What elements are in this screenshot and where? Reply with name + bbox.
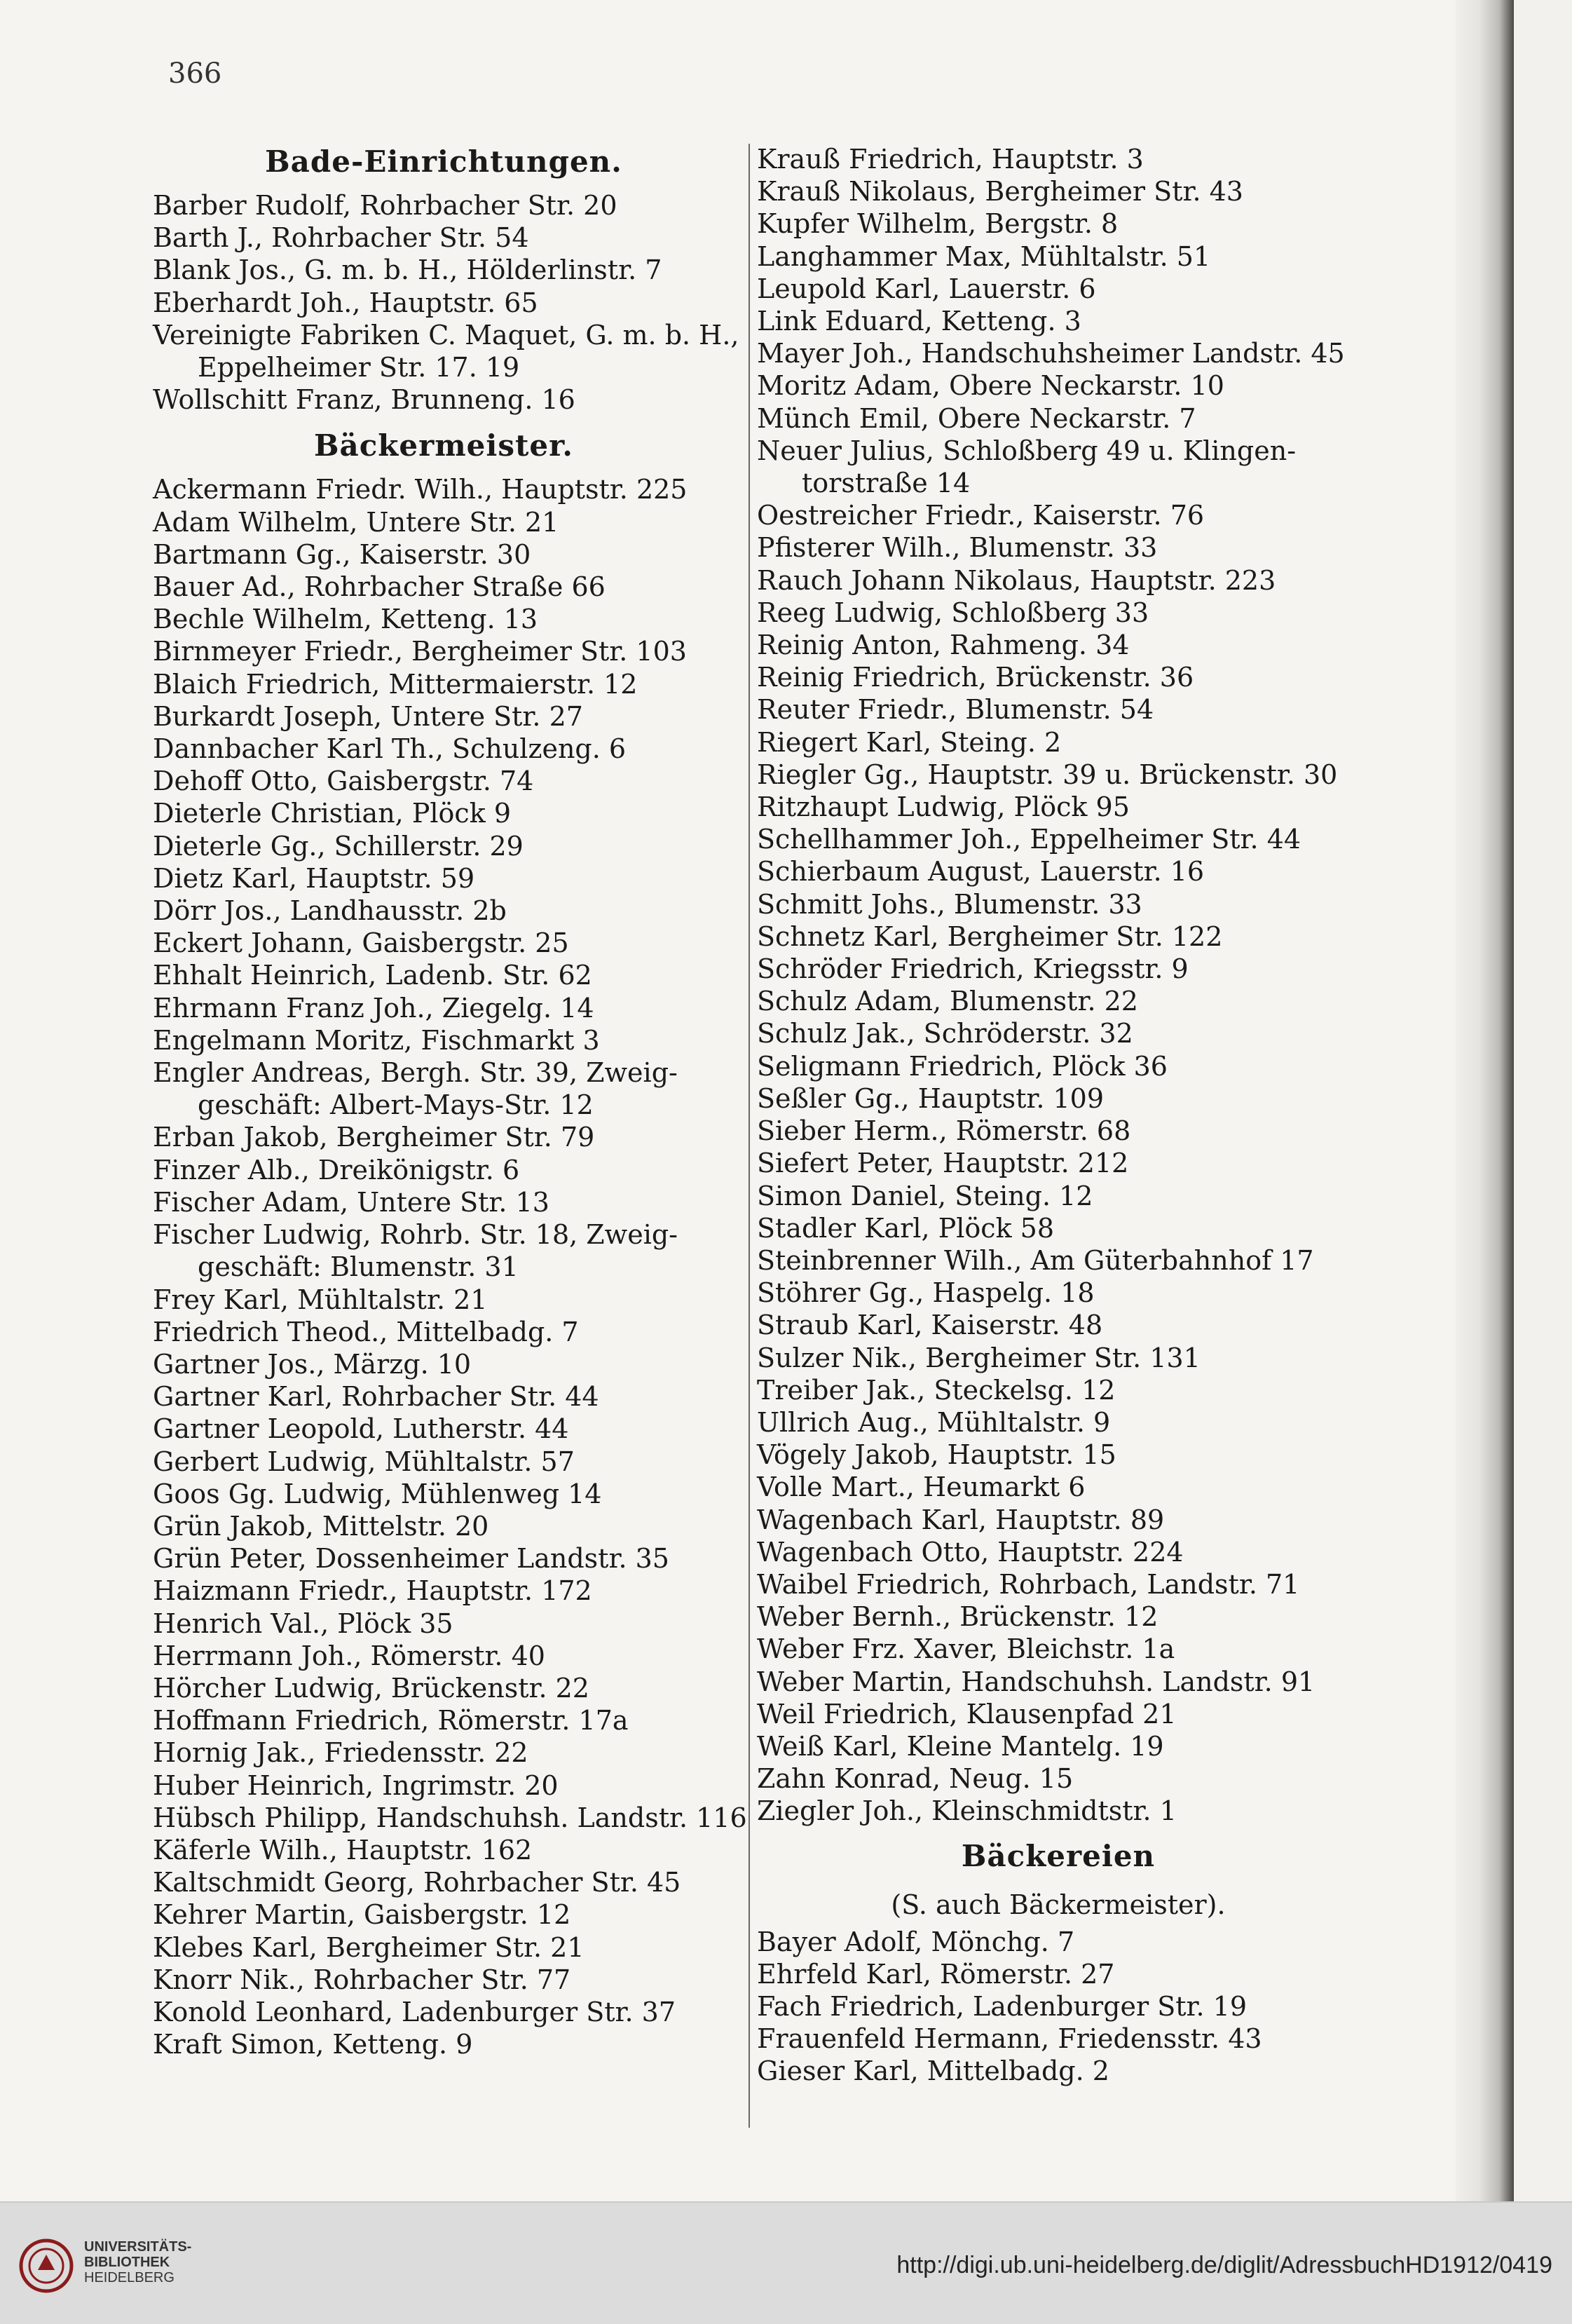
- directory-entry: [757, 823, 1360, 855]
- directory-entry: [757, 208, 1360, 240]
- directory-entry: [153, 1542, 734, 1575]
- directory-entry: [757, 1730, 1360, 1762]
- directory-entry: [153, 1802, 747, 1834]
- directory-entry: [757, 1017, 1360, 1049]
- entry-text: Reinig Anton, Rahmeng. 34: [757, 630, 1130, 661]
- entry-text: Sieber Herm., Römerstr. 68: [757, 1115, 1131, 1147]
- entry-text: Knorr Nik., Rohrbacher Str. 77: [153, 1964, 571, 1995]
- directory-entry: [153, 189, 734, 222]
- directory-entry: [757, 1406, 1360, 1439]
- entry-text: Hornig Jak., Friedensstr. 22: [153, 1737, 528, 1769]
- directory-entry: [153, 571, 734, 603]
- directory-entry: [153, 1284, 734, 1316]
- directory-entry: [757, 888, 1360, 920]
- entry-text: Gerbert Ludwig, Mühltalstr. 57: [153, 1446, 575, 1477]
- entry-text: Blaich Friedrich, Mittermaierstr. 12: [153, 668, 638, 700]
- directory-entry: [153, 830, 734, 862]
- entry-text: Hübsch Philipp, Handschuhsh. Landstr. 116: [153, 1802, 747, 1833]
- entry-text: Hoffmann Friedrich, Römerstr. 17a: [153, 1705, 629, 1737]
- entry-text: Gieser Karl, Mittelbadg. 2: [757, 2055, 1109, 2087]
- directory-entry: [757, 1244, 1360, 1277]
- entry-text: Dörr Jos., Landhausstr. 2b: [153, 895, 507, 927]
- directory-entry: [153, 992, 734, 1024]
- directory-entry: [153, 1316, 734, 1348]
- entry-text: Seligmann Friedrich, Plöck 36: [757, 1050, 1168, 1082]
- entry-text: Barth J., Rohrbacher Str. 54: [153, 222, 529, 254]
- entry-text: Treiber Jak., Steckelsg. 12: [757, 1374, 1116, 1406]
- directory-entry: [757, 337, 1360, 369]
- directory-entry: [153, 1154, 734, 1186]
- directory-entry: [757, 402, 1360, 435]
- directory-entry: [757, 531, 1360, 564]
- directory-entry: [153, 1121, 734, 1153]
- directory-entry: [757, 759, 1360, 791]
- directory-entry: [153, 1024, 734, 1056]
- directory-entry: [153, 927, 734, 959]
- entry-text: Ritzhaupt Ludwig, Plöck 95: [757, 791, 1130, 823]
- directory-entry: [757, 661, 1360, 693]
- directory-entry: [153, 383, 734, 416]
- directory-entry: [153, 895, 734, 927]
- entry-text: Schierbaum August, Lauerstr. 16: [757, 856, 1205, 888]
- entry-text: Hörcher Ludwig, Brückenstr. 22: [153, 1672, 589, 1704]
- entry-text: Fischer Adam, Untere Str. 13: [153, 1186, 549, 1218]
- directory-entry: [757, 1990, 1360, 2023]
- entry-text: Sulzer Nik., Bergheimer Str. 131: [757, 1342, 1201, 1373]
- right-column: [757, 133, 1360, 2088]
- directory-entry: [153, 1348, 734, 1380]
- directory-entry: [153, 1964, 734, 1996]
- entry-text: Erban Jakob, Bergheimer Str. 79: [153, 1122, 595, 1153]
- directory-entry: [153, 319, 739, 383]
- entry-text: Birnmeyer Friedr., Bergheimer Str. 103: [153, 636, 687, 667]
- directory-entry: [757, 1504, 1360, 1536]
- entry-text: Engelmann Moritz, Fischmarkt 3: [153, 1024, 600, 1056]
- entry-text: Bayer Adolf, Mönchg. 7: [757, 1926, 1075, 1957]
- entry-text: Wollschitt Franz, Brunneng. 16: [153, 384, 575, 416]
- logo-line: BIBLIOTHEK: [84, 2255, 170, 2270]
- entry-text: Vögely Jakob, Hauptstr. 15: [757, 1439, 1116, 1471]
- directory-entry: [153, 254, 734, 286]
- entry-text: Weber Frz. Xaver, Bleichstr. 1a: [757, 1633, 1175, 1665]
- directory-entry: [153, 1834, 734, 1866]
- directory-entry: [153, 1640, 734, 1672]
- directory-entry: [757, 1212, 1360, 1244]
- section-heading: Bäckermeister.: [313, 428, 573, 463]
- directory-entry: [757, 240, 1360, 273]
- entry-text: Blank Jos., G. m. b. H., Hölderlinstr. 7: [153, 254, 662, 286]
- entry-text: Ehrmann Franz Joh., Ziegelg. 14: [153, 992, 594, 1024]
- directory-entry: [153, 797, 734, 829]
- entry-text: Dietz Karl, Hauptstr. 59: [153, 862, 475, 894]
- entry-text: Huber Heinrich, Ingrimstr. 20: [153, 1769, 559, 1801]
- entry-text: Schnetz Karl, Bergheimer Str. 122: [757, 920, 1223, 952]
- entry-list: [153, 473, 747, 2060]
- entry-text: Steinbrenner Wilh., Am Güterbahnhof 17: [757, 1244, 1314, 1276]
- directory-entry: [153, 287, 734, 319]
- entry-text: Herrmann Joh., Römerstr. 40: [153, 1640, 545, 1671]
- entry-text: Ullrich Aug., Mühltalstr. 9: [757, 1406, 1111, 1438]
- entry-text: Kaltschmidt Georg, Rohrbacher Str. 45: [153, 1867, 681, 1898]
- entry-text: Weiß Karl, Kleine Mantelg. 19: [757, 1730, 1164, 1762]
- directory-entry: [757, 1666, 1360, 1698]
- entry-text: Gartner Karl, Rohrbacher Str. 44: [153, 1381, 599, 1413]
- directory-entry: [757, 1536, 1360, 1568]
- section-bade-einrichtungen: [153, 139, 739, 416]
- directory-entry: [757, 1795, 1360, 1827]
- entry-text: Simon Daniel, Steing. 12: [757, 1180, 1093, 1211]
- entry-text: Moritz Adam, Obere Neckarstr. 10: [757, 370, 1224, 402]
- entry-text: Krauß Friedrich, Hauptstr. 3: [757, 144, 1144, 175]
- section-baeckermeister: [153, 423, 747, 2060]
- entry-text: Zahn Konrad, Neug. 15: [757, 1763, 1074, 1795]
- entry-text: Weber Bernh., Brückenstr. 12: [757, 1601, 1159, 1633]
- entry-text: Ziegler Joh., Kleinschmidtstr. 1: [757, 1795, 1177, 1827]
- directory-entry: [153, 668, 734, 700]
- entry-continuation: Eppelheimer Str. 17. 19: [198, 352, 520, 383]
- directory-entry: [757, 1698, 1360, 1730]
- directory-entry: [757, 435, 1360, 499]
- directory-entry: [153, 473, 734, 505]
- directory-entry: [757, 273, 1360, 305]
- directory-entry: [153, 1186, 734, 1218]
- directory-entry: [153, 1704, 734, 1737]
- directory-entry: [757, 2055, 1360, 2087]
- entry-text: Friedrich Theod., Mittelbadg. 7: [153, 1316, 579, 1347]
- directory-entry: [757, 1601, 1360, 1633]
- entry-text: Dieterle Christian, Plöck 9: [153, 798, 511, 829]
- directory-entry: [153, 1380, 734, 1413]
- entry-text: Dieterle Gg., Schillerstr. 29: [153, 830, 524, 862]
- directory-entry: [153, 1996, 734, 2028]
- entry-text: Bartmann Gg., Kaiserstr. 30: [153, 538, 531, 570]
- directory-entry: [757, 726, 1360, 759]
- directory-entry: [153, 1608, 734, 1640]
- entry-list: [757, 1926, 1360, 2088]
- directory-entry: [153, 1218, 734, 1283]
- directory-entry: [153, 700, 734, 733]
- directory-entry: [757, 1926, 1360, 1958]
- entry-text: Kupfer Wilhelm, Bergstr. 8: [757, 208, 1119, 240]
- entry-text: Schulz Jak., Schröderstr. 32: [757, 1018, 1133, 1049]
- directory-entry: [153, 1510, 734, 1542]
- column-divider: [749, 144, 750, 2128]
- left-column: [153, 133, 747, 2060]
- directory-entry: [757, 791, 1360, 823]
- directory-entry: [757, 1180, 1360, 1212]
- entry-text: Grün Jakob, Mittelstr. 20: [153, 1510, 489, 1542]
- directory-entry: [757, 1439, 1360, 1471]
- directory-entry: [757, 1082, 1360, 1115]
- entry-text: Münch Emil, Obere Neckarstr. 7: [757, 402, 1196, 434]
- entry-text: Oestreicher Friedr., Kaiserstr. 76: [757, 500, 1205, 531]
- logo-line: UNIVERSITÄTS-: [84, 2239, 192, 2255]
- directory-entry: [757, 2023, 1360, 2055]
- entry-text: Schröder Friedrich, Kriegsstr. 9: [757, 953, 1189, 985]
- entry-text: Pfisterer Wilh., Blumenstr. 33: [757, 532, 1158, 564]
- directory-entry: [153, 1866, 734, 1898]
- entry-text: Straub Karl, Kaiserstr. 48: [757, 1310, 1103, 1341]
- page-edge-shadow: [1456, 0, 1514, 2201]
- entry-text: Weber Martin, Handschuhsh. Landstr. 91: [757, 1666, 1315, 1697]
- entry-text: Ehrfeld Karl, Römerstr. 27: [757, 1958, 1115, 1990]
- directory-entry: [757, 1568, 1360, 1601]
- directory-entry: [153, 635, 734, 667]
- entry-text: Käferle Wilh., Hauptstr. 162: [153, 1834, 533, 1866]
- directory-entry: [153, 733, 734, 765]
- entry-text: Reuter Friedr., Blumenstr. 54: [757, 694, 1154, 726]
- directory-entry: [153, 603, 734, 635]
- directory-entry: [153, 765, 734, 797]
- directory-entry: [757, 1277, 1360, 1309]
- entry-text: Schulz Adam, Blumenstr. 22: [757, 986, 1138, 1017]
- entry-text: Wagenbach Otto, Hauptstr. 224: [757, 1536, 1184, 1568]
- entry-list: [757, 143, 1360, 1828]
- entry-text: Kehrer Martin, Gaisbergstr. 12: [153, 1899, 571, 1931]
- directory-entry: [757, 1342, 1360, 1374]
- directory-entry: [153, 1898, 734, 1931]
- entry-text: Seßler Gg., Hauptstr. 109: [757, 1082, 1105, 1114]
- directory-entry: [757, 1374, 1360, 1406]
- entry-list: [153, 189, 739, 416]
- entry-text: Fach Friedrich, Ladenburger Str. 19: [757, 1990, 1248, 2022]
- entry-text: Frauenfeld Hermann, Friedensstr. 43: [757, 2023, 1262, 2055]
- entry-text: Ackermann Friedr. Wilh., Hauptstr. 225: [153, 474, 688, 505]
- section-heading: Bäckereien: [961, 1838, 1156, 1873]
- directory-entry: [757, 1471, 1360, 1503]
- directory-entry: [153, 538, 734, 571]
- directory-entry: [757, 1762, 1360, 1795]
- entry-text: Mayer Joh., Handschuhsheimer Landstr. 45: [757, 338, 1345, 369]
- entry-text: Dannbacher Karl Th., Schulzeng. 6: [153, 733, 627, 765]
- entry-text: Goos Gg. Ludwig, Mühlenweg 14: [153, 1478, 602, 1509]
- entry-text: Waibel Friedrich, Rohrbach, Landstr. 71: [757, 1568, 1300, 1600]
- logo-line: HEIDELBERG: [84, 2270, 175, 2285]
- entry-text: Rauch Johann Nikolaus, Hauptstr. 223: [757, 564, 1276, 596]
- entry-text: Barber Rudolf, Rohrbacher Str. 20: [153, 190, 617, 221]
- directory-entry: [757, 597, 1360, 629]
- entry-text: Eberhardt Joh., Hauptstr. 65: [153, 287, 538, 318]
- directory-entry: [757, 175, 1360, 208]
- entry-continuation: torstraße 14: [802, 468, 971, 499]
- directory-entry: [153, 959, 734, 991]
- entry-text: Leupold Karl, Lauerstr. 6: [757, 273, 1096, 304]
- directory-entry: [153, 2028, 734, 2060]
- directory-entry: [153, 1446, 734, 1478]
- directory-entry: [153, 1931, 734, 1964]
- page-number: 366: [168, 57, 222, 90]
- entry-text: Adam Wilhelm, Untere Str. 21: [153, 506, 559, 538]
- directory-entry: [757, 1050, 1360, 1082]
- entry-text: Kraft Simon, Ketteng. 9: [153, 2029, 473, 2060]
- entry-text: Klebes Karl, Bergheimer Str. 21: [153, 1931, 585, 1963]
- directory-entry: [153, 1737, 734, 1769]
- entry-text: Henrich Val., Plöck 35: [153, 1608, 453, 1639]
- entry-text: Volle Mart., Heumarkt 6: [757, 1472, 1086, 1503]
- entry-text: Reinig Friedrich, Brückenstr. 36: [757, 662, 1194, 693]
- entry-text: Link Eduard, Ketteng. 3: [757, 306, 1081, 337]
- entry-text: Siefert Peter, Hauptstr. 212: [757, 1148, 1129, 1179]
- entry-text: Dehoff Otto, Gaisbergstr. 74: [153, 766, 534, 797]
- footer-bar: [0, 2201, 1572, 2324]
- entry-text: Schmitt Johs., Blumenstr. 33: [757, 888, 1142, 920]
- directory-entry: [153, 222, 734, 254]
- section-heading: Bade-Einrichtungen.: [265, 144, 622, 179]
- entry-text: Langhammer Max, Mühltalstr. 51: [757, 240, 1211, 272]
- source-url-link[interactable]: http://digi.ub.uni-heidelberg.de/diglit/AdressbuchHD1912/0419: [896, 2252, 1552, 2278]
- entry-text: Vereinigte Fabriken C. Maquet, G. m. b. H.,: [153, 319, 739, 351]
- directory-entry: [757, 143, 1360, 175]
- entry-continuation: geschäft: Albert-Mays-Str. 12: [198, 1089, 594, 1121]
- entry-text: Ehhalt Heinrich, Ladenb. Str. 62: [153, 960, 592, 991]
- university-seal-icon: [18, 2238, 74, 2294]
- section-subheading: (S. auch Bäckermeister).: [891, 1889, 1226, 1920]
- directory-entry: [153, 862, 734, 895]
- entry-text: Riegler Gg., Hauptstr. 39 u. Brückenstr. 30: [757, 759, 1338, 790]
- directory-entry: [757, 1147, 1360, 1179]
- directory-entry: [757, 1633, 1360, 1665]
- directory-entry: [757, 499, 1360, 531]
- directory-entry: [757, 629, 1360, 661]
- directory-entry: [153, 1769, 734, 1802]
- directory-entry: [757, 855, 1360, 888]
- directory-entry: [757, 693, 1360, 726]
- entry-text: Gartner Leopold, Lutherstr. 44: [153, 1413, 569, 1445]
- directory-entry: [153, 1413, 734, 1445]
- entry-text: Stöhrer Gg., Haspelg. 18: [757, 1277, 1095, 1309]
- directory-entry: [153, 1478, 734, 1510]
- entry-text: Schellhammer Joh., Eppelheimer Str. 44: [757, 824, 1301, 855]
- entry-text: Grün Peter, Dossenheimer Landstr. 35: [153, 1543, 669, 1575]
- entry-text: Fischer Ludwig, Rohrb. Str. 18, Zweig-: [153, 1219, 678, 1251]
- entry-text: Weil Friedrich, Klausenpfad 21: [757, 1698, 1177, 1730]
- entry-text: Neuer Julius, Schloßberg 49 u. Klingen-: [757, 435, 1297, 466]
- entry-text: Wagenbach Karl, Hauptstr. 89: [757, 1504, 1165, 1535]
- directory-entry: [153, 1672, 734, 1704]
- entry-text: Frey Karl, Mühltalstr. 21: [153, 1284, 488, 1315]
- directory-entry: [757, 1115, 1360, 1147]
- entry-text: Reeg Ludwig, Schloßberg 33: [757, 597, 1149, 628]
- directory-entry: [757, 369, 1360, 402]
- directory-entry: [757, 1958, 1360, 1990]
- entry-text: Burkardt Joseph, Untere Str. 27: [153, 700, 583, 732]
- directory-entry: [757, 305, 1360, 337]
- entry-text: Finzer Alb., Dreikönigstr. 6: [153, 1154, 520, 1185]
- directory-entry: [757, 985, 1360, 1017]
- entry-text: Krauß Nikolaus, Bergheimer Str. 43: [757, 176, 1243, 208]
- entry-continuation: geschäft: Blumenstr. 31: [198, 1251, 519, 1283]
- entry-text: Eckert Johann, Gaisbergstr. 25: [153, 927, 569, 959]
- directory-entry: [153, 1575, 734, 1607]
- entry-text: Haizmann Friedr., Hauptstr. 172: [153, 1575, 592, 1607]
- library-logo-text: [84, 2239, 191, 2285]
- directory-entry: [757, 953, 1360, 985]
- directory-entry: [757, 1309, 1360, 1341]
- entry-text: Gartner Jos., Märzg. 10: [153, 1348, 472, 1380]
- entry-text: Bechle Wilhelm, Ketteng. 13: [153, 604, 538, 635]
- entry-text: Bauer Ad., Rohrbacher Straße 66: [153, 571, 606, 603]
- directory-entry: [757, 564, 1360, 597]
- entry-text: Konold Leonhard, Ladenburger Str. 37: [153, 1996, 676, 2027]
- entry-text: Riegert Karl, Steing. 2: [757, 726, 1062, 758]
- directory-entry: [153, 1056, 734, 1121]
- entry-text: Engler Andreas, Bergh. Str. 39, Zweig-: [153, 1057, 678, 1089]
- entry-text: Stadler Karl, Plöck 58: [757, 1212, 1055, 1244]
- directory-entry: [153, 506, 734, 538]
- directory-entry: [757, 920, 1360, 953]
